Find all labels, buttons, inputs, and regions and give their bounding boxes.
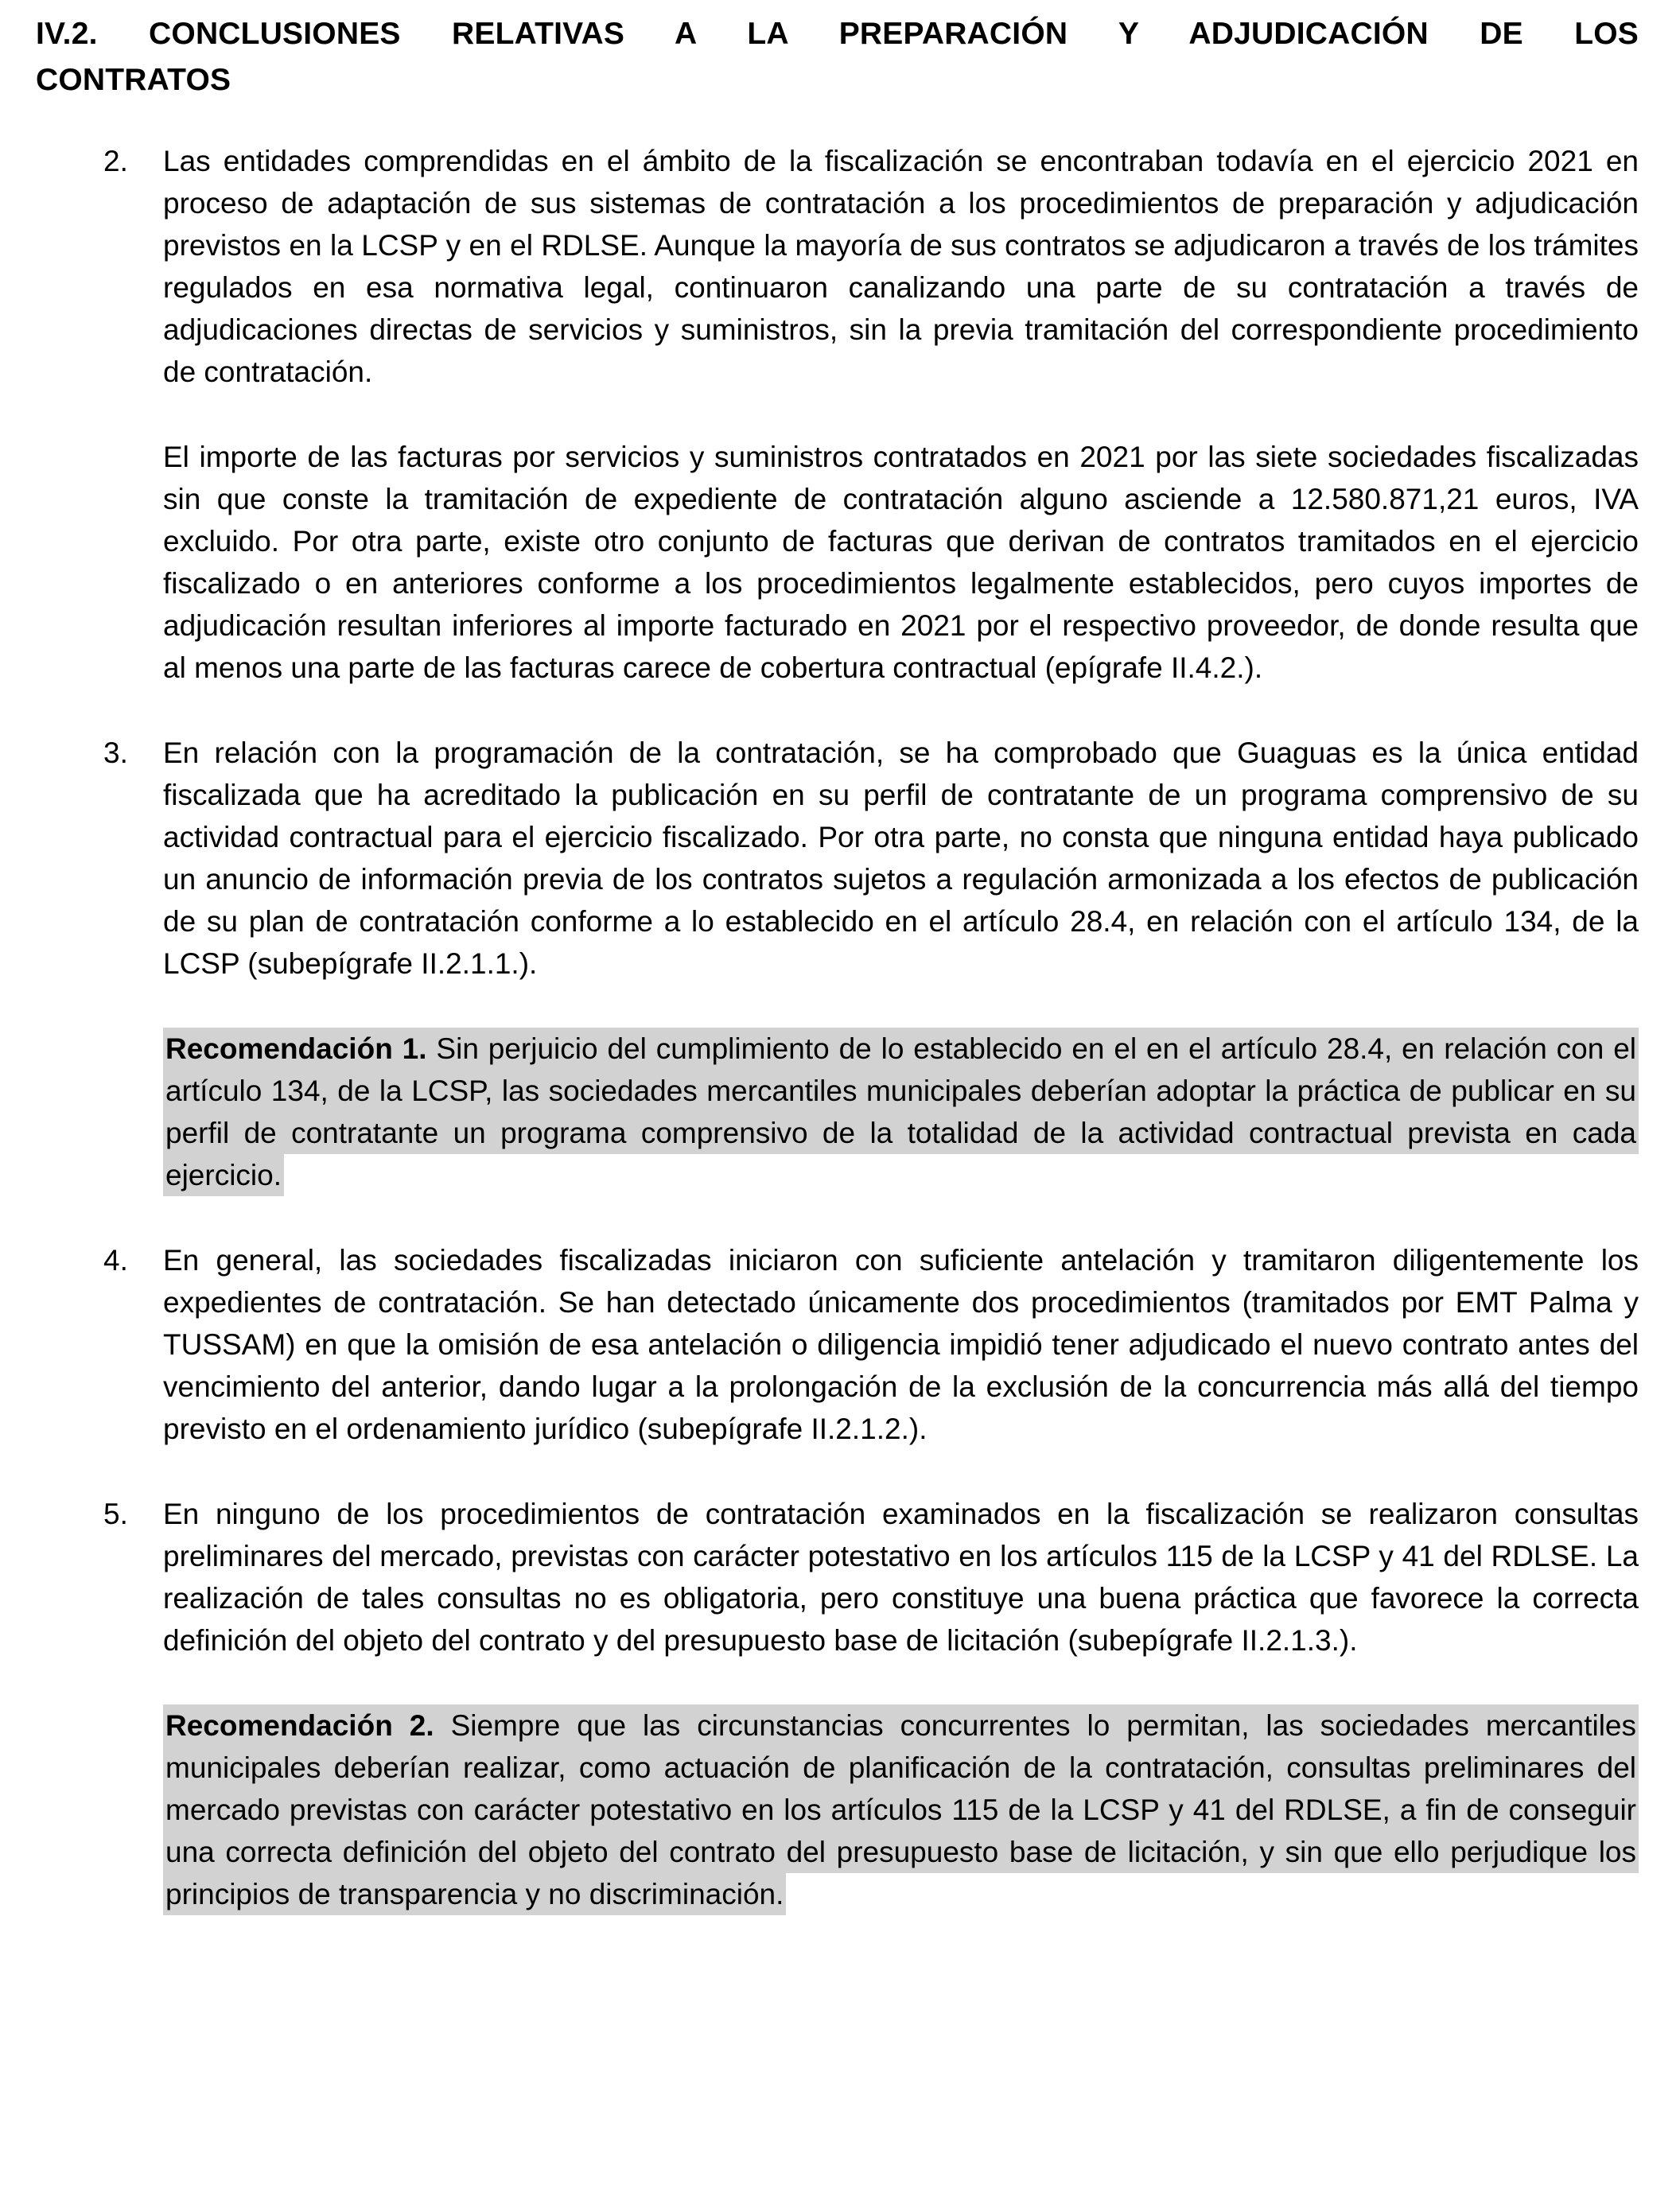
- recommendation-text: Sin perjuicio del cumplimiento de lo establecido en el en el artículo 28.4, en relación con el artículo 134, de la LCSP, las sociedades mercantiles municipales deberían adoptar la práctica de publicar en su perfil de contratante un programa comprensivo de la totalidad de la actividad contractual prevista en cada ejercicio.: [165, 1032, 1636, 1191]
- recommendation-label: Recomendación 2.: [165, 1709, 434, 1742]
- recommendation-text: Siempre que las circunstancias concurrentes lo permitan, las sociedades mercantiles municipales deberían realizar, como actuación de planificación de la contratación, consultas preliminares del mercado previstas con carácter potestativo en los artículos 115 de la LCSP y 41 del RDLSE, a fin de conseguir una correcta definición del objeto del contrato del presupuesto base de licitación, y sin que ello perjudique los principios de transparencia y no discriminación.: [165, 1709, 1636, 1910]
- numbered-item-4: [36, 1239, 1639, 1450]
- heading-line-2: CONTRATOS: [36, 63, 231, 97]
- recommendation-highlight: [163, 1028, 1639, 1196]
- item-number: 5.: [103, 1498, 128, 1530]
- numbered-item-3: [36, 732, 1639, 985]
- section-heading: [36, 11, 1639, 103]
- recommendation-label: Recomendación 1.: [165, 1032, 427, 1065]
- item-paragraph: En general, las sociedades fiscalizadas iniciaron con suficiente antelación y tramitaron diligentemente los expedientes de contratación. Se han detectado únicamente dos procedimientos (tramitados por EMT Palma y TUSSAM) en que la omisión de esa antelación o diligencia impidió tener adjudicado el nuevo contrato antes del vencimiento del anterior, dando lugar a la prolongación de la exclusión de la concurrencia más allá del tiempo previsto en el ordenamiento jurídico (subepígrafe II.2.1.2.).: [163, 1244, 1639, 1445]
- recommendation-paragraph: [163, 1704, 1639, 1915]
- item-number: 4.: [103, 1244, 128, 1277]
- recommendation-1-block: [163, 1028, 1639, 1196]
- item-number: 3.: [103, 737, 128, 769]
- numbered-item-5: [36, 1493, 1639, 1662]
- numbered-item-2: [36, 140, 1639, 393]
- recommendation-highlight: [163, 1704, 1639, 1915]
- item-paragraph: En relación con la programación de la contratación, se ha comprobado que Guaguas es la única entidad fiscalizada que ha acreditado la publicación en su perfil de contratante de un programa comprensivo de su actividad contractual para el ejercicio fiscalizado. Por otra parte, no consta que ninguna entidad haya publicado un anuncio de información previa de los contratos sujetos a regulación armonizada a los efectos de publicación de su plan de contratación conforme a lo establecido en el artículo 28.4, en relación con el artículo 134, de la LCSP (subepígrafe II.2.1.1.).: [163, 737, 1639, 980]
- recommendation-2-block: [163, 1704, 1639, 1915]
- paragraph-text: El importe de las facturas por servicios y suministros contratados en 2021 por las siete sociedades fiscalizadas sin que conste la tramitación de expediente de contratación alguno asciende a 12.580.871,21 euros, IVA excluido. Por otra parte, existe otro conjunto de facturas que derivan de contratos tramitados en el ejercicio fiscalizado o en anteriores conforme a los procedimientos legalmente establecidos, pero cuyos importes de adjudicación resultan inferiores al importe facturado en 2021 por el respectivo proveedor, de donde resulta que al menos una parte de las facturas carece de cobertura contractual (epígrafe II.4.2.).: [163, 441, 1639, 684]
- heading-line-1: IV.2. CONCLUSIONES RELATIVAS A LA PREPARACIÓN Y ADJUDICACIÓN DE LOS: [36, 17, 1639, 51]
- recommendation-paragraph: [163, 1028, 1639, 1196]
- item-paragraph: En ninguno de los procedimientos de contratación examinados en la fiscalización se realizaron consultas preliminares del mercado, previstas con carácter potestativo en los artículos 115 de la LCSP y 41 del RDLSE. La realización de tales consultas no es obligatoria, pero constituye una buena práctica que favorece la correcta definición del objeto del contrato y del presupuesto base de licitación (subepígrafe II.2.1.3.).: [163, 1498, 1639, 1657]
- continuation-paragraph: [163, 436, 1639, 689]
- item-number: 2.: [103, 145, 128, 177]
- item-paragraph: Las entidades comprendidas en el ámbito de la fiscalización se encontraban todavía en el ejercicio 2021 en proceso de adaptación de sus sistemas de contratación a los procedimientos de preparación y adjudicación previstos en la LCSP y en el RDLSE. Aunque la mayoría de sus contratos se adjudicaron a través de los trámites regulados en esa normativa legal, continuaron canalizando una parte de su contratación a través de adjudicaciones directas de servicios y suministros, sin la previa tramitación del correspondiente procedimiento de contratación.: [163, 145, 1639, 388]
